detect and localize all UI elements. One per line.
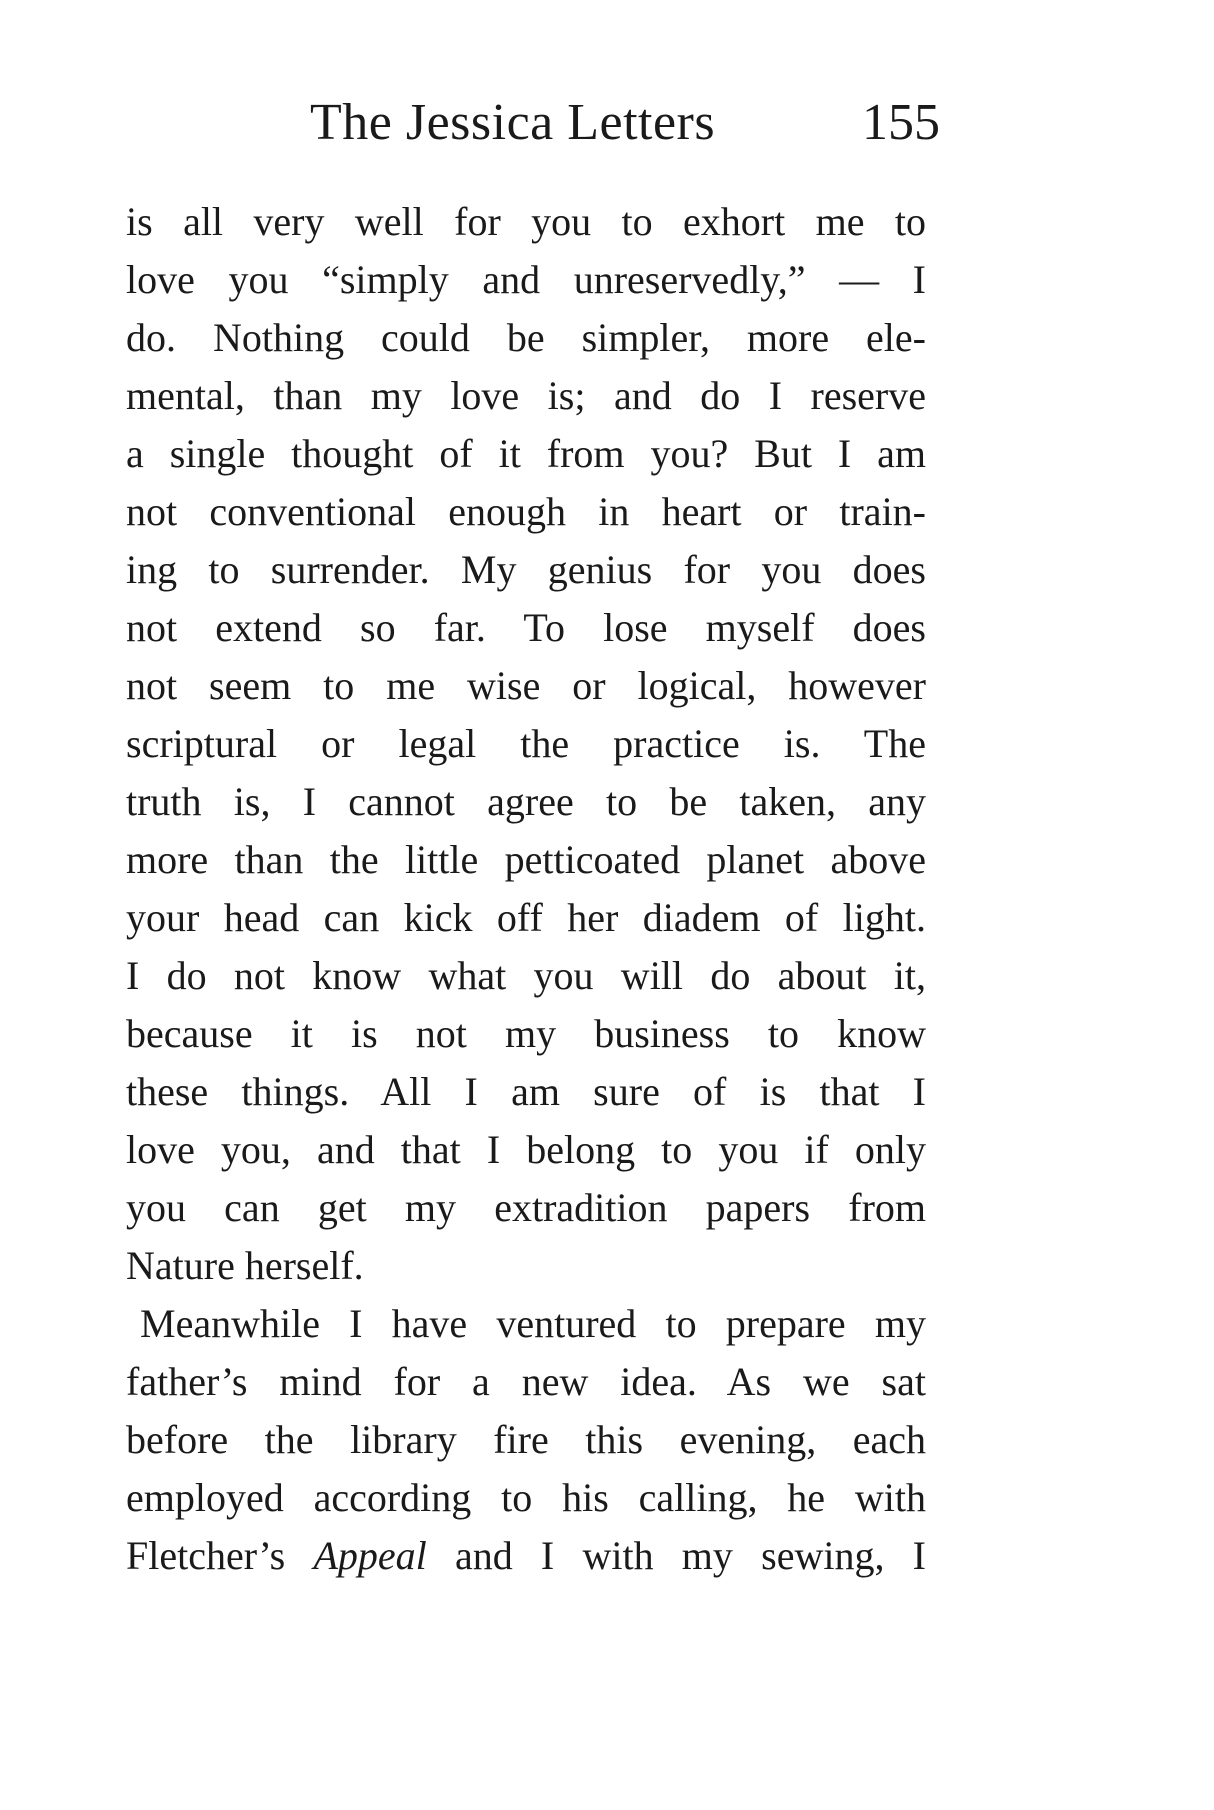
text-segment: Fletcher’s: [126, 1533, 314, 1578]
text-line: father’s mind for a new idea. As we sat: [126, 1359, 926, 1404]
italic-title: Appeal: [313, 1533, 427, 1578]
text-line: is all very well for you to exhort me to: [126, 199, 926, 244]
text-line: truth is, I cannot agree to be taken, any: [126, 779, 926, 824]
running-head: [300, 88, 940, 158]
text-line: I do not know what you will do about it,: [126, 953, 926, 998]
text-line: Meanwhile I have ventured to prepare my: [140, 1301, 926, 1346]
text-line: because it is not my business to know: [126, 1011, 926, 1056]
text-line: not conventional enough in heart or train-: [126, 489, 926, 534]
text-line: a single thought of it from you? But I am: [126, 431, 926, 476]
text-line: you can get my extradition papers from: [126, 1185, 926, 1230]
paragraph-1: [126, 193, 926, 1295]
running-title: The Jessica Letters: [310, 94, 716, 151]
text-line: employed according to his calling, he with: [126, 1475, 926, 1520]
text-line: these things. All I am sure of is that I: [126, 1069, 926, 1114]
text-line: scriptural or legal the practice is. The: [126, 721, 926, 766]
text-line: more than the little petticoated planet above: [126, 837, 926, 882]
text-line: [126, 1527, 926, 1585]
text-line: love you, and that I belong to you if only: [126, 1127, 926, 1172]
text-line: your head can kick off her diadem of light.: [126, 895, 926, 940]
text-line: do. Nothing could be simpler, more ele-: [126, 315, 926, 360]
text-line: not seem to me wise or logical, however: [126, 663, 926, 708]
text-line: Nature herself.: [126, 1243, 364, 1288]
text-line: mental, than my love is; and do I reserve: [126, 373, 926, 418]
text-line: not extend so far. To lose myself does: [126, 605, 926, 650]
text-line: before the library fire this evening, each: [126, 1417, 926, 1462]
body-text: [126, 193, 926, 1585]
text-line: ing to surrender. My genius for you does: [126, 547, 926, 592]
text-segment: and I with my sewing, I: [426, 1533, 926, 1578]
page-number: 155: [862, 94, 940, 151]
text-line: love you “simply and unreservedly,” — I: [126, 257, 926, 302]
paragraph-2: [126, 1295, 926, 1585]
